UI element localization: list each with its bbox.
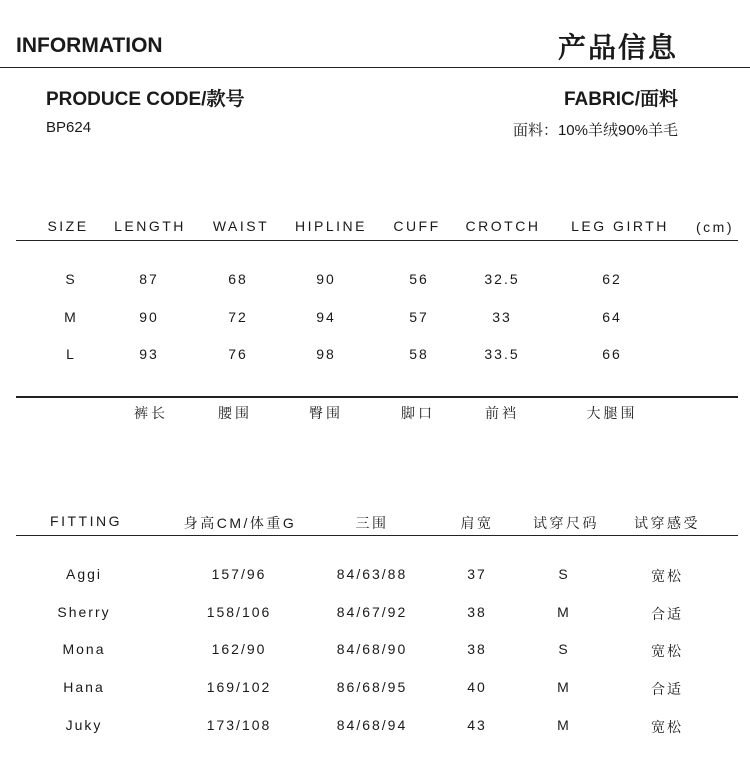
- fitting-name-cell: Aggi: [65, 566, 103, 582]
- table-row: [0, 604, 750, 624]
- cuff-cell: 57: [409, 309, 429, 325]
- size-unit: (cm): [696, 219, 734, 235]
- cn-label: 大腿围: [586, 405, 638, 421]
- cn-label: 前裆: [485, 405, 519, 421]
- size-cell: S: [65, 271, 77, 287]
- hipline-cell: 98: [316, 346, 336, 362]
- measurements-cell: 84/68/94: [336, 717, 408, 733]
- waist-cell: 72: [228, 309, 248, 325]
- leg-girth-cell: 64: [602, 309, 622, 325]
- produce-code-label: PRODUCE CODE/款号: [46, 89, 245, 110]
- shoulder-cell: 37: [467, 566, 487, 582]
- fitting-table-header: [0, 513, 750, 533]
- waist-cell: 76: [228, 346, 248, 362]
- table-row: [0, 679, 750, 699]
- table-row: [0, 717, 750, 737]
- leg-girth-cell: 66: [602, 346, 622, 362]
- fabric-label: FABRIC/面料: [563, 89, 678, 110]
- fit-feel-cell: 宽松: [651, 568, 683, 584]
- table-row: [0, 346, 750, 366]
- shoulder-cell: 43: [467, 717, 487, 733]
- fit-feel-cell: 宽松: [651, 719, 683, 735]
- cn-label: 裤长: [134, 405, 168, 421]
- measurements-cell: 84/68/90: [336, 641, 408, 657]
- leg-girth-cell: 62: [602, 271, 622, 287]
- fitting-header-divider: [16, 535, 738, 536]
- fabric-value: 面料：10%羊绒90%羊毛: [512, 122, 678, 139]
- fit-feel-cell: 合适: [651, 606, 683, 622]
- waist-cell: 68: [228, 271, 248, 287]
- length-cell: 90: [139, 309, 159, 325]
- table-row: [0, 641, 750, 661]
- crotch-cell: 33.5: [484, 346, 520, 362]
- fitting-header-cell: 三围: [355, 515, 389, 531]
- height-weight-cell: 157/96: [211, 566, 267, 582]
- size-footer-divider: [16, 396, 738, 398]
- length-cell: 87: [139, 271, 159, 287]
- hipline-cell: 94: [316, 309, 336, 325]
- fitting-header-cell: 肩宽: [460, 515, 494, 531]
- cn-label: 腰围: [218, 405, 252, 421]
- size-header-cell: WAIST: [212, 218, 270, 234]
- size-header-cell: CUFF: [393, 218, 441, 234]
- size-cn-labels: [0, 403, 750, 423]
- produce-code-value: BP624: [46, 119, 92, 136]
- height-weight-cell: 169/102: [206, 679, 272, 695]
- fit-feel-cell: 宽松: [651, 643, 683, 659]
- shoulder-cell: 38: [467, 641, 487, 657]
- fitting-header-cell: 试穿尺码: [533, 515, 599, 531]
- crotch-cell: 32.5: [484, 271, 520, 287]
- height-weight-cell: 158/106: [206, 604, 272, 620]
- cuff-cell: 58: [409, 346, 429, 362]
- fitting-name-cell: Mona: [62, 641, 106, 657]
- fit-feel-cell: 合适: [651, 681, 683, 697]
- size-cell: M: [64, 309, 78, 325]
- cn-label: 臀围: [309, 405, 343, 421]
- fitting-name-cell: Sherry: [57, 604, 111, 620]
- fit-size-cell: S: [558, 641, 570, 657]
- fit-size-cell: M: [557, 679, 571, 695]
- fit-size-cell: M: [557, 717, 571, 733]
- crotch-cell: 33: [492, 309, 512, 325]
- fitting-header-cell: 身高CM/体重G: [183, 515, 297, 531]
- fit-size-cell: S: [558, 566, 570, 582]
- fitting-name-cell: Juky: [65, 717, 103, 733]
- hipline-cell: 90: [316, 271, 336, 287]
- header-divider: [0, 67, 750, 68]
- measurements-cell: 86/68/95: [336, 679, 408, 695]
- measurements-cell: 84/67/92: [336, 604, 408, 620]
- info-title: INFORMATION: [16, 34, 163, 57]
- measurements-cell: 84/63/88: [336, 566, 408, 582]
- table-row: [0, 566, 750, 586]
- size-cell: L: [66, 346, 76, 362]
- fit-size-cell: M: [557, 604, 571, 620]
- cn-label: 脚口: [401, 405, 435, 421]
- size-header-cell: SIZE: [47, 218, 89, 234]
- fitting-name-cell: Hana: [63, 679, 105, 695]
- size-table-header: [0, 218, 750, 238]
- shoulder-cell: 38: [467, 604, 487, 620]
- size-header-cell: LENGTH: [114, 218, 186, 234]
- height-weight-cell: 162/90: [211, 641, 267, 657]
- size-header-divider: [16, 240, 738, 241]
- cuff-cell: 56: [409, 271, 429, 287]
- shoulder-cell: 40: [467, 679, 487, 695]
- info-title-cn: 产品信息: [557, 32, 678, 63]
- table-row: [0, 309, 750, 329]
- length-cell: 93: [139, 346, 159, 362]
- table-row: [0, 271, 750, 291]
- fitting-header-cell: 试穿感受: [634, 515, 700, 531]
- fitting-header-cell: FITTING: [50, 513, 122, 529]
- size-header-cell: LEG GIRTH: [571, 218, 669, 234]
- size-header-cell: CROTCH: [465, 218, 541, 234]
- height-weight-cell: 173/108: [206, 717, 272, 733]
- size-header-cell: HIPLINE: [295, 218, 367, 234]
